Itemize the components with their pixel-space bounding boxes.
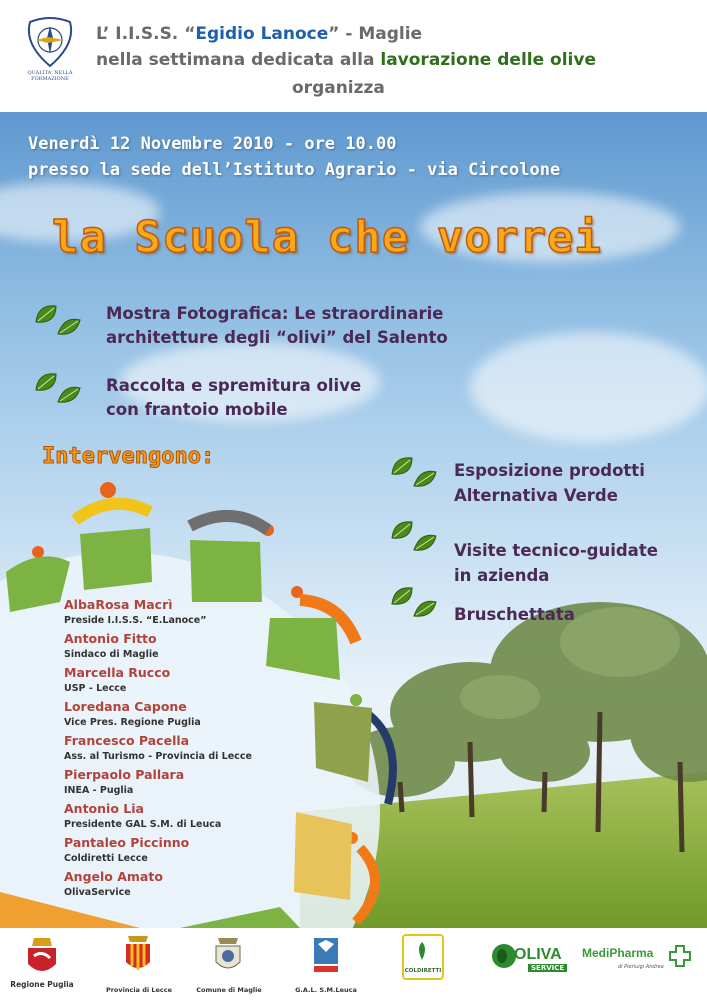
speaker-name: Loredana Capone	[64, 699, 187, 714]
speaker-role: Sindaco di Maglie	[64, 649, 159, 660]
speaker-item	[64, 698, 252, 730]
feature-line: architetture degli “olivi” del Salento	[106, 328, 448, 347]
olive-leaf-icon	[390, 584, 438, 620]
olive-leaf-icon	[34, 302, 82, 338]
olive-leaf-icon	[34, 370, 82, 406]
regione-puglia-emblem-icon	[24, 934, 60, 978]
speakers-list	[64, 596, 252, 902]
feature-olive-pressing	[106, 374, 361, 422]
speaker-item	[64, 868, 252, 900]
speaker-name: Antonio Lia	[64, 801, 144, 816]
school-name: Egidio Lanoce	[195, 24, 329, 44]
event-title: la Scuola che vorrei	[52, 212, 602, 263]
speaker-name: Pantaleo Piccinno	[64, 835, 190, 850]
speaker-name: Pierpaolo Pallara	[64, 767, 185, 782]
speaker-role: Vice Pres. Regione Puglia	[64, 717, 201, 728]
header-line-1	[96, 24, 422, 44]
event-place: presso la sede dell’Istituto Agrario - via Circolone	[28, 160, 561, 180]
feature-line: Raccolta e spremitura olive	[106, 376, 362, 395]
footer-gal-label: G.A.L. S.M.Leuca	[295, 986, 357, 994]
event-date: Venerdì 12 Novembre 2010 - ore 10.00	[28, 134, 397, 154]
activity-line: Visite tecnico-guidate	[454, 541, 658, 560]
speaker-name: Francesco Pacella	[64, 733, 190, 748]
speaker-role: INEA - Puglia	[64, 785, 134, 796]
coldiretti-logo	[402, 934, 444, 980]
footer-regione-label: Regione Puglia	[10, 980, 74, 989]
speaker-item	[64, 766, 252, 798]
header	[0, 0, 707, 112]
speaker-item	[64, 596, 252, 628]
speaker-name: Antonio Fitto	[64, 631, 157, 646]
speaker-item	[64, 630, 252, 662]
speaker-name: Angelo Amato	[64, 869, 163, 884]
oliva-service-sub: SERVICE	[528, 964, 567, 972]
poster-body	[0, 112, 707, 928]
speaker-item	[64, 732, 252, 764]
header-line-2-prefix: nella settimana dedicata alla	[96, 50, 381, 70]
activity-guided-visits	[454, 538, 658, 588]
speaker-name: AlbaRosa Macrì	[64, 597, 173, 612]
speaker-role: Coldiretti Lecce	[64, 853, 148, 864]
pharmacy-cross-icon	[668, 944, 692, 968]
feature-line: Mostra Fotografica: Le straordinarie	[106, 304, 444, 323]
footer-provincia-label: Provincia di Lecce	[105, 986, 173, 994]
speaker-name: Marcella Rucco	[64, 665, 171, 680]
header-line-2	[96, 50, 596, 70]
activity-line: Esposizione prodotti	[454, 461, 645, 480]
speaker-role: USP - Lecce	[64, 683, 127, 694]
provincia-lecce-crest-icon	[122, 934, 154, 976]
speaker-role: Ass. al Turismo - Provincia di Lecce	[64, 751, 252, 762]
gal-leuca-logo-icon	[312, 936, 340, 976]
comune-maglie-crest-icon	[212, 936, 244, 976]
olive-leaf-icon	[390, 518, 438, 554]
coldiretti-label: COLDIRETTI	[404, 968, 442, 974]
olive-leaf-icon	[390, 454, 438, 490]
activity-bruschetta	[454, 602, 575, 627]
oliva-service-name: OLIVA	[514, 946, 562, 963]
logo-caption: QUALITA' NELLA FORMAZIONE	[27, 70, 73, 82]
activity-line: Alternativa Verde	[454, 486, 618, 505]
speaker-item	[64, 834, 252, 866]
speakers-heading: Intervengono:	[42, 444, 215, 469]
topic-highlight: lavorazione delle olive	[380, 50, 596, 70]
header-line-3: organizza	[292, 78, 385, 98]
header-line-1-suffix: ” - Maglie	[328, 24, 423, 44]
medipharma-sub: di Pierluigi Andrea	[618, 964, 664, 970]
activity-line: Bruschettata	[454, 605, 575, 624]
activity-products	[454, 458, 645, 508]
header-line-1-prefix: L’ I.I.S.S. “	[96, 24, 196, 44]
sponsor-footer	[0, 928, 707, 1000]
speaker-item	[64, 800, 252, 832]
speaker-role: Presidente GAL S.M. di Leuca	[64, 819, 222, 830]
speaker-role: OlivaService	[64, 887, 131, 898]
activity-line: in azienda	[454, 566, 550, 585]
speaker-item	[64, 664, 252, 696]
medipharma-name: MediPharma	[582, 946, 654, 960]
feature-photo-exhibition	[106, 302, 448, 350]
speaker-role: Preside I.I.S.S. “E.Lanoce”	[64, 615, 207, 626]
coldiretti-wheat-icon	[412, 940, 432, 962]
feature-line: con frantoio mobile	[106, 400, 288, 419]
footer-comune-label: Comune di Maglie	[196, 986, 262, 994]
